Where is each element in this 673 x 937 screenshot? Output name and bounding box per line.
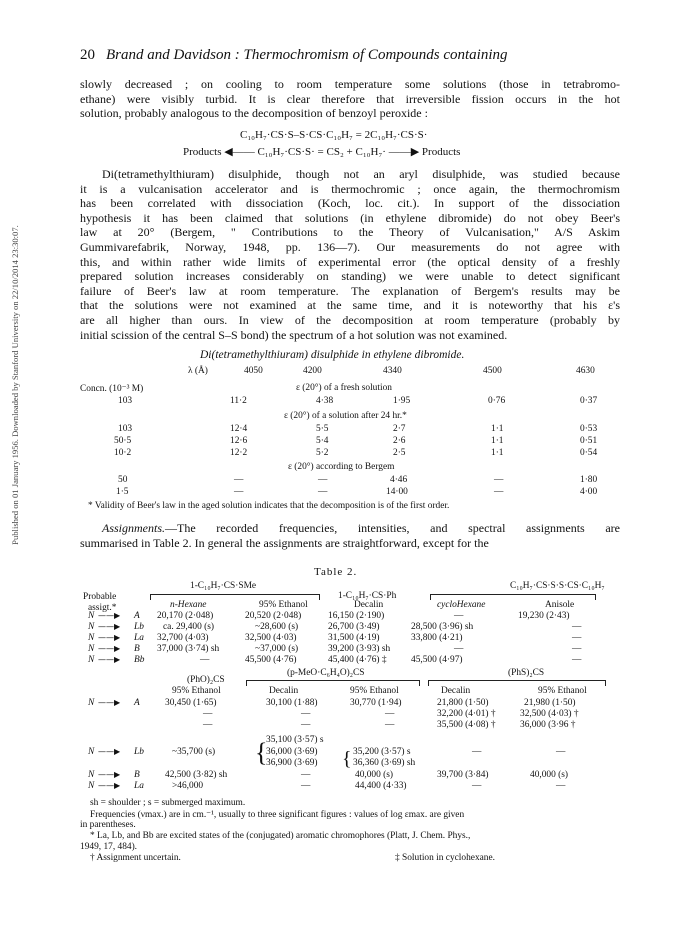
table-cell: 35,500 (4·08) †	[437, 720, 496, 730]
state-n: N	[88, 622, 95, 632]
table-1-title: Di(tetramethylthiuram) disulphide in ethylene dibromide.	[200, 349, 465, 361]
table-cell: 44,400 (4·33)	[355, 781, 407, 791]
table-cell: 14·00	[386, 487, 408, 497]
paragraph-2	[80, 167, 620, 342]
table-cell: 32,500 (4·03) †	[520, 709, 579, 719]
equation-1: C₁₀H₇·CS·S–S·CS·C₁₀H₇ = 2C₁₀H₇·CS·S·	[240, 129, 428, 141]
solvent: 95% Ethanol	[259, 600, 308, 610]
table-cell: 20,170 (2·048)	[157, 611, 214, 621]
lambda-label: λ (Å)	[188, 366, 208, 376]
table-cell: ~35,700 (s)	[172, 747, 216, 757]
solvent: Anisole	[545, 600, 575, 610]
table-cell: 39,200 (3·93) sh	[328, 644, 391, 654]
section-label: ε (20°) of a fresh solution	[296, 383, 392, 393]
probable-label: Probable	[83, 592, 117, 602]
state-target: Lb	[134, 747, 144, 757]
state-n: N	[88, 781, 95, 791]
table-cell: —	[572, 644, 582, 654]
table-cell: 36,000 (3·96 †	[520, 720, 576, 730]
table-cell: 103	[118, 396, 133, 406]
text-line: law at 20° (Bergem, " Contributions to the Theory of Vulcanisation," A/S Askim	[80, 225, 620, 240]
assigt-label: assigt.*	[88, 603, 117, 613]
table-cell: —	[318, 475, 328, 485]
table-cell: >46,000	[172, 781, 204, 791]
solvent: n-Hexane	[170, 600, 207, 610]
table-cell: —	[234, 475, 244, 485]
table-cell: 28,500 (3·96) sh	[411, 622, 474, 632]
section-label: ε (20°) of a solution after 24 hr.*	[284, 411, 407, 421]
arrow-icon: ——▶	[98, 633, 121, 642]
arrow-icon: ——▶	[98, 655, 121, 664]
table-cell: 12·2	[230, 448, 248, 458]
table-cell: 37,000 (3·74) sh	[157, 644, 220, 654]
table-cell: 5·4	[316, 436, 329, 446]
table-cell: 5·2	[316, 448, 329, 458]
table-cell: 32,700 (4·03)	[157, 633, 209, 643]
state-target: B	[134, 770, 140, 780]
table-cell: —	[454, 644, 464, 654]
group-header: 1-C₁₀H₇·CS·Ph	[338, 591, 397, 601]
text-line: hypothesis it has been claimed that solutions (in ethylene dibromide) do not obey Beer's	[80, 210, 620, 225]
table-2-title: Table 2.	[314, 566, 358, 578]
solvent: cycloHexane	[437, 600, 486, 610]
table-cell: 11·2	[230, 396, 247, 406]
arrow-icon: ——▶	[98, 770, 121, 779]
table-cell: 4·46	[390, 475, 408, 485]
table-cell: —	[385, 720, 395, 730]
text-line: ethane) were visibly turbid. It is clear therefore that irreversible fission occurs in the hot	[80, 91, 620, 106]
table-cell: 1·1	[491, 448, 504, 458]
arrow-icon: ——▶	[98, 644, 121, 653]
table-cell: ~37,000 (s)	[255, 644, 299, 654]
dagger-note: † Assignment uncertain.	[90, 853, 181, 863]
table-cell: 30,100 (1·88)	[266, 698, 318, 708]
table-cell: —	[556, 747, 566, 757]
arrow-icon: ——▶	[98, 781, 121, 790]
state-n: N	[88, 633, 95, 643]
solvent: 95% Ethanol	[350, 686, 399, 696]
table-cell: 39,700 (3·84)	[437, 770, 489, 780]
ddagger-note: ‡ Solution in cyclohexane.	[395, 853, 495, 863]
table-cell: 5·5	[316, 424, 329, 434]
table-cell: 35,200 (3·57) s	[353, 747, 411, 757]
table-cell: 36,900 (3·69)	[266, 758, 318, 768]
page-number: 20	[80, 47, 95, 63]
table-cell: 40,000 (s)	[355, 770, 394, 780]
table-cell: 32,200 (4·01) †	[437, 709, 496, 719]
table-cell: —	[472, 781, 482, 791]
wavelength: 4500	[483, 366, 502, 376]
paragraph-3	[80, 521, 620, 550]
solvent: Decalin	[269, 686, 299, 696]
group-header: (PhO)₂CS	[187, 675, 225, 685]
solvent: 95% Ethanol	[172, 686, 221, 696]
text-line: has been correlated with dissociation (Koch, loc. cit.). In support of the dissociation	[80, 196, 620, 211]
table-cell: 103	[118, 424, 133, 434]
table-cell: 2·5	[393, 448, 406, 458]
table-cell: —	[494, 475, 504, 485]
text-line: slowly decreased ; on cooling to room temperature some solutions (those in tetrabromo-	[80, 77, 620, 91]
state-n: N	[88, 644, 95, 654]
state-target: Lb	[134, 622, 144, 632]
text-line: initial scission of the central S–S bond) the spectrum of a hot solution was not examined.	[80, 327, 508, 342]
table-cell: 50·5	[114, 436, 132, 446]
table-cell: —	[572, 655, 582, 665]
state-n: N	[88, 747, 95, 757]
state-n: N	[88, 770, 95, 780]
wavelength: 4200	[303, 366, 322, 376]
group-header: C₁₀H₇·CS·S·S·CS·C₁₀H₇	[510, 581, 605, 591]
table-cell: ca. 29,400 (s)	[163, 622, 215, 632]
download-sidebar: Published on 01 January 1956. Downloaded by Stanford University on 22/10/2014 23:30:07.	[10, 225, 20, 545]
table-cell: 21,800 (1·50)	[437, 698, 489, 708]
table-cell: 10·2	[114, 448, 132, 458]
wavelength: 4340	[383, 366, 402, 376]
state-target: A	[134, 611, 140, 621]
state-target: La	[134, 781, 144, 791]
running-title: Brand and Davidson : Thermochromism of Compounds containing	[106, 47, 508, 63]
table-cell: 33,800 (4·21)	[411, 633, 463, 643]
table-cell: 36,000 (3·69)	[266, 747, 318, 757]
table-note: Frequencies (νmax.) are in cm.⁻¹, usually to three significant figures : values of log εmax. are given	[90, 810, 465, 820]
text-line: prepared solution increases considerably on standing) we were unable to detect significant	[80, 269, 620, 284]
solvent: Decalin	[354, 600, 384, 610]
table-cell: 16,150 (2·190)	[328, 611, 385, 621]
group-header: (PhS)₂CS	[508, 668, 545, 678]
arrow-icon: ——▶	[98, 747, 121, 756]
equation-2: Products ◀—— C₁₀H₇·CS·S· = CS₂ + C₁₀H₇· ——▶ Products	[183, 146, 461, 158]
table-cell: 20,520 (2·048)	[245, 611, 302, 621]
text-line: solution, probably analogous to the decomposition of benzoyl peroxide :	[80, 106, 428, 121]
table-cell: —	[472, 747, 482, 757]
solvent: Decalin	[441, 686, 471, 696]
table-cell: 19,230 (2·43)	[518, 611, 570, 621]
table-cell: —	[234, 487, 244, 497]
table-cell: 2·6	[393, 436, 406, 446]
table-cell: 12·6	[230, 436, 248, 446]
table-cell: 0·53	[580, 424, 598, 434]
text-line: are all higher than ours. In view of the decomposition at room temperature (probably by	[80, 312, 620, 327]
table-cell: 30,770 (1·94)	[350, 698, 402, 708]
state-target: A	[134, 698, 140, 708]
table-cell: —	[301, 709, 311, 719]
wavelength: 4630	[576, 366, 595, 376]
section-lead: Assignments.	[102, 521, 165, 535]
table-cell: 1·1	[491, 424, 504, 434]
text-line: that the solutions were not examined at the same time, and it is noteworthy that his ε's	[80, 298, 620, 313]
state-target: B	[134, 644, 140, 654]
table-cell: —	[572, 633, 582, 643]
text-line: failure of Beer's law at room temperature. The explanation of Bergem's results may be	[80, 283, 620, 298]
table-cell: 50	[118, 475, 128, 485]
text-line: Assignments.—The recorded frequencies, intensities, and spectral assignments are	[102, 521, 620, 535]
state-n: N	[88, 611, 95, 621]
table-cell: —	[200, 655, 210, 665]
table-cell: 0·51	[580, 436, 598, 446]
table-cell: 36,360 (3·69) sh	[353, 758, 416, 768]
table-cell: 35,100 (3·57) s	[266, 735, 324, 745]
text-line: Gummivarefabrik, Norway, 1948, pp. 136—7). Our measurements do not agree with	[80, 239, 620, 254]
arrow-icon: ——▶	[98, 698, 121, 707]
table-cell: 40,000 (s)	[530, 770, 569, 780]
table-cell: 1·80	[580, 475, 598, 485]
table-cell: 42,500 (3·82) sh	[165, 770, 228, 780]
text-line: it is a vulcanisation accelerator and is thermochromic ; once again, the thermochromism	[80, 181, 620, 196]
table-cell: 45,500 (4·97)	[411, 655, 463, 665]
table-cell: 0·54	[580, 448, 598, 458]
table-cell: —	[385, 709, 395, 719]
table-cell: —	[301, 781, 311, 791]
table-cell: —	[318, 487, 328, 497]
table-cell: —	[301, 770, 311, 780]
table-cell: 1·1	[491, 436, 504, 446]
state-n: N	[88, 698, 95, 708]
group-header: (p-MeO·C₆H₄O)₂CS	[287, 668, 365, 678]
concn-label: Concn. (10⁻³ M)	[80, 384, 144, 394]
table-cell: 12·4	[230, 424, 248, 434]
table-cell: 4·00	[580, 487, 598, 497]
table-cell: —	[556, 781, 566, 791]
state-target: La	[134, 633, 144, 643]
table-note: * La, Lb, and Bb are excited states of the (conjugated) aromatic chromophores (Platt, J. Chem. Phys.,	[90, 831, 471, 841]
table-cell: ~28,600 (s)	[255, 622, 299, 632]
solvent: 95% Ethanol	[538, 686, 587, 696]
table-cell: 32,500 (4·03)	[245, 633, 297, 643]
table-cell: —	[301, 720, 311, 730]
table-note: sh = shoulder ; s = submerged maximum.	[90, 798, 246, 808]
left-brace: {	[342, 748, 352, 770]
arrow-icon: ——▶	[98, 611, 121, 620]
arrow-icon: ——▶	[98, 622, 121, 631]
table-cell: 1·95	[393, 396, 411, 406]
text-line: Di(tetramethylthiuram) disulphide, though not an aryl disulphide, was studied because	[102, 167, 620, 181]
wavelength: 4050	[244, 366, 263, 376]
table-cell: 1·5	[116, 487, 129, 497]
table-cell: —	[203, 709, 213, 719]
table-cell: 0·37	[580, 396, 598, 406]
table-cell: —	[203, 720, 213, 730]
state-target: Bb	[134, 655, 145, 665]
table-cell: —	[454, 611, 464, 621]
table-cell: 0·76	[488, 396, 506, 406]
table-cell: 30,450 (1·65)	[165, 698, 217, 708]
section-label: ε (20°) according to Bergem	[288, 462, 395, 472]
table-cell: 2·7	[393, 424, 406, 434]
table-cell: 45,500 (4·76)	[245, 655, 297, 665]
table-1-footnote: * Validity of Beer's law in the aged solution indicates that the decomposition is of the first order.	[88, 501, 450, 511]
table-note: 1949, 17, 484).	[80, 842, 138, 852]
left-brace: {	[255, 738, 268, 767]
text-line: this, and within rather wide limits of experimental error (the optical density of a freshly	[80, 254, 620, 269]
state-n: N	[88, 655, 95, 665]
table-cell: 4·38	[316, 396, 334, 406]
table-cell: 26,700 (3·49)	[328, 622, 380, 632]
text-line: summarised in Table 2. In general the assignments are straightforward, except for the	[80, 535, 489, 550]
paragraph-1	[80, 77, 620, 121]
table-cell: —	[572, 622, 582, 632]
table-cell: 45,400 (4·76) ‡	[328, 655, 387, 665]
table-cell: 31,500 (4·19)	[328, 633, 380, 643]
group-header: 1-C₁₀H₇·CS·SMe	[190, 581, 257, 591]
table-cell: —	[494, 487, 504, 497]
table-note: in parentheses.	[80, 820, 136, 830]
table-cell: 21,980 (1·50)	[524, 698, 576, 708]
